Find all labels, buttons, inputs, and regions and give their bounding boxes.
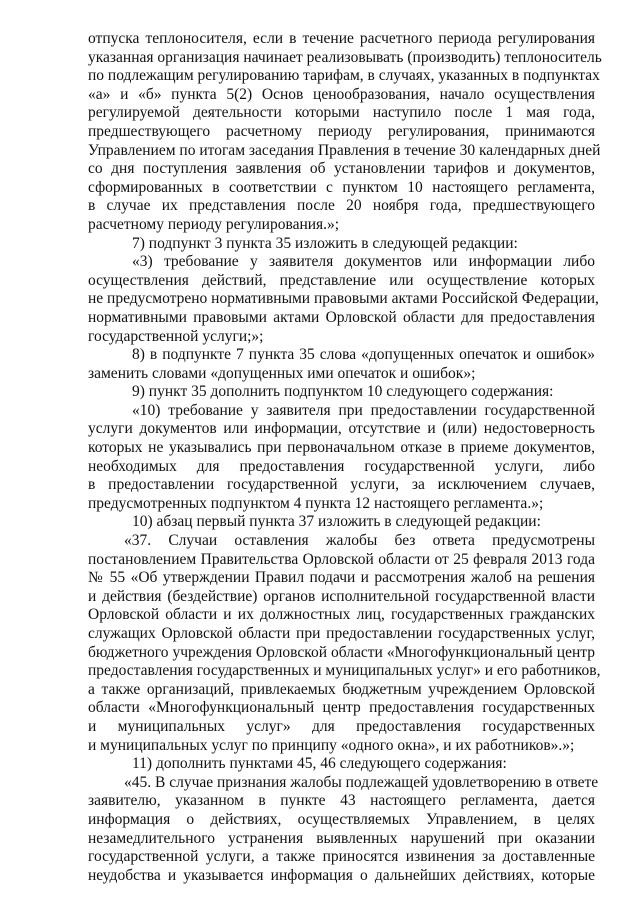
text-line: 11) дополнить пунктами 45, 46 следующего содержания:	[132, 755, 507, 773]
text-line: незамедлительного устранения выявленных нарушений при оказании	[88, 829, 595, 847]
text-line: 8) в подпункте 7 пункта 35 слова «допущенных опечаток и ошибок»	[132, 346, 595, 364]
text-line: отпуска теплоносителя, если в течение расчетного периода регулирования	[88, 30, 595, 47]
text-line: необходимых для предоставления государственной услуги, либо	[88, 457, 595, 475]
text-line: 9) пункт 35 дополнить подпунктом 10 следующего содержания:	[132, 383, 554, 401]
text-line: предшествующего расчетному периоду регулирования, принимаются	[88, 122, 595, 140]
text-line: государственной услуги;»;	[88, 327, 264, 345]
text-line: не предусмотрено нормативными правовыми актами Российской Федерации,	[88, 290, 599, 308]
text-line: нормативными правовыми актами Орловской области для предоставления	[88, 308, 595, 326]
text-line: «10) требование у заявителя при предоставлении государственной	[132, 401, 595, 419]
text-line: «3) требование у заявителя документов или информации либо	[132, 253, 595, 271]
text-line: Орловской области и их должностных лиц, государственных гражданских	[88, 606, 595, 624]
text-line: № 55 «Об утверждении Правил подачи и рассмотрения жалоб на решения	[88, 569, 595, 587]
text-line: бюджетного учреждения Орловской области «Многофункциональный центр	[88, 643, 595, 661]
text-line: информация о действиях, осуществляемых Управлением, в целях	[88, 810, 595, 828]
text-line: регулируемой деятельности которыми наступило после 1 мая года,	[88, 104, 595, 122]
text-line: и действия (бездействие) органов исполнительной государственной власти	[88, 587, 595, 605]
text-line: сформированных в соответствии с пунктом 10 настоящего регламента,	[88, 178, 595, 196]
text-line: со дня поступления заявления об установлении тарифов и документов,	[88, 160, 595, 178]
text-line: Управлением по итогам заседания Правления в течение 30 календарных дней	[88, 141, 601, 159]
text-line: постановлением Правительства Орловской области от 25 февраля 2013 года	[88, 550, 595, 568]
text-line: которых не указывались при первоначальном отказе в приеме документов,	[88, 439, 595, 457]
text-line: 7) подпункт 3 пункта 35 изложить в следующей редакции:	[132, 234, 518, 252]
text-line: 10) абзац первый пункта 37 изложить в следующей редакции:	[132, 513, 541, 531]
text-line: заменить словами «допущенных ими опечаток и ошибок»;	[88, 364, 476, 382]
text-line: государственной услуги, а также приносятся извинения за доставленные	[88, 848, 595, 866]
text-line: служащих Орловской области при предоставлении государственных услуг,	[88, 625, 595, 642]
text-line: «а» и «б» пункта 5(2) Основ ценообразования, начало осуществления	[88, 85, 595, 103]
text-line: и муниципальных услуг по принципу «одного окна», и их работников».»;	[88, 736, 575, 754]
text-line: по подлежащим регулированию тарифам, в случаях, указанных в подпунктах	[88, 67, 600, 85]
text-line: осуществления действий, представление или осуществление которых	[88, 271, 595, 289]
text-line: в предоставлении государственной услуги, за исключением случаев,	[88, 476, 595, 494]
text-line: и муниципальных услуг» для предоставления государственных	[88, 717, 595, 735]
text-line: предоставления государственных и муниципальных услуг» и его работников,	[88, 662, 601, 680]
text-line: услуги документов или информации, отсутствие и (или) недостоверность	[88, 420, 595, 438]
text-line: «37. Случаи оставления жалобы без ответа предусмотрены	[124, 532, 595, 550]
text-line: предусмотренных подпунктом 4 пункта 12 настоящего регламента.»;	[88, 494, 544, 512]
text-line: области «Многофункциональный центр предоставления государственных	[88, 699, 595, 717]
text-line: указанная организация начинает реализовывать (производить) теплоноситель	[88, 48, 602, 66]
text-line: неудобства и указывается информация о дальнейших действиях, которые	[88, 866, 595, 884]
text-line: заявителю, указанном в пункте 43 настоящего регламента, дается	[88, 792, 595, 810]
text-line: в случае их представления после 20 ноября года, предшествующего	[88, 197, 595, 215]
text-line: а также организаций, привлекаемых бюджетным учреждением Орловской	[88, 680, 595, 698]
text-line: расчетному периоду регулирования.»;	[88, 215, 340, 233]
text-line: «45. В случае признания жалобы подлежащей удовлетворению в ответе	[124, 773, 599, 791]
